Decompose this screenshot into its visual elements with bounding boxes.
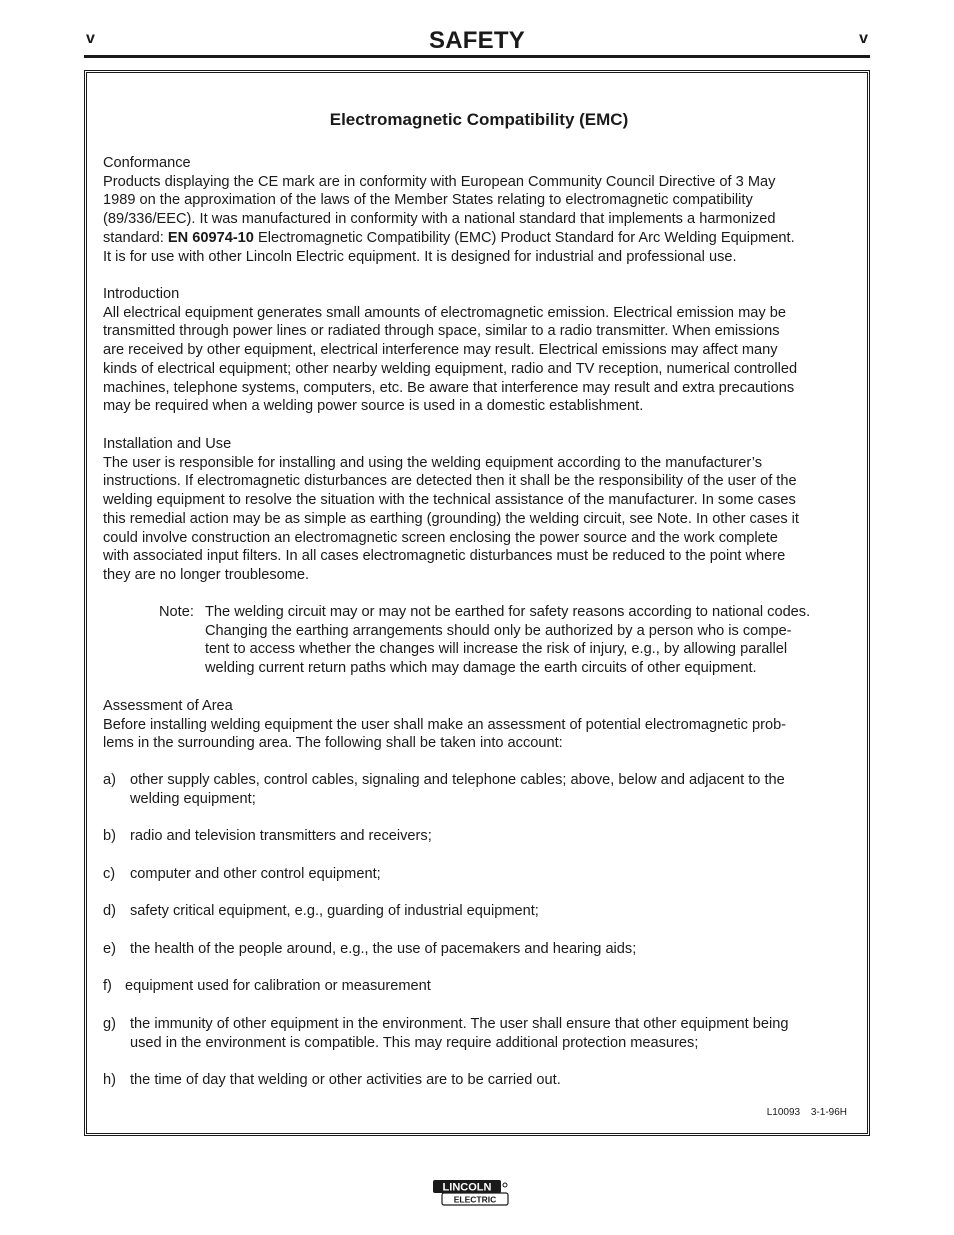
list-marker: b) xyxy=(103,828,116,844)
list-marker: a) xyxy=(103,772,116,788)
conformance-line: Products displaying the CE mark are in conformity with European Community Council Directive of 3 May xyxy=(103,173,776,190)
list-text xyxy=(130,865,381,884)
assessment-heading: Assessment of Area xyxy=(103,698,233,714)
installation-line: they are no longer troublesome. xyxy=(103,566,310,583)
list-line: other supply cables, control cables, signaling and telephone cables; above, below and adjacent to the xyxy=(130,772,785,788)
introduction-paragraph xyxy=(103,285,855,416)
page-number-left: v xyxy=(86,30,95,47)
standard-code: EN 60974-10 xyxy=(167,229,254,246)
introduction-line: are received by other equipment, electrical interference may result. Electrical emissions may affect many xyxy=(103,342,778,359)
standard-label: standard: xyxy=(103,229,168,246)
assessment-line: Before installing welding equipment the user shall make an assessment of potential electromagnetic prob- xyxy=(103,716,787,733)
list-line: safety critical equipment, e.g., guarding of industrial equipment; xyxy=(130,903,539,919)
list-text xyxy=(130,1015,788,1052)
document-code: L10093 3-1-96H xyxy=(766,1107,847,1118)
list-line: the immunity of other equipment in the environment. The user shall ensure that other equipment being xyxy=(130,1016,789,1032)
introduction-line: may be required when a welding power source is used in a domestic establishment. xyxy=(103,398,644,415)
list-marker: e) xyxy=(103,941,116,957)
installation-line: instructions. If electromagnetic disturbances are detected then it shall be the responsibility of the user of the xyxy=(103,473,797,490)
list-text xyxy=(130,940,636,959)
list-marker: c) xyxy=(103,866,116,882)
installation-line: with associated input filters. In all cases electromagnetic disturbances must be reduced to the point where xyxy=(103,548,786,565)
list-line: used in the environment is compatible. This may require additional protection measures; xyxy=(130,1034,699,1051)
logo-text-top: LINCOLN xyxy=(442,1181,492,1194)
introduction-heading: Introduction xyxy=(103,286,180,302)
header-rule xyxy=(84,55,870,58)
note-line: tent to access whether the changes will increase the risk of injury, e.g., by allowing parallel xyxy=(205,641,788,658)
list-text xyxy=(130,827,432,846)
installation-paragraph xyxy=(103,435,855,585)
note-line: Changing the earthing arrangements should only be authorized by a person who is compe- xyxy=(205,622,792,639)
installation-line: The user is responsible for installing and using the welding equipment according to the manufacturer’s xyxy=(103,454,762,471)
installation-line: welding equipment to resolve the situation with the technical assistance of the manufacturer. In some cases xyxy=(103,492,796,509)
list-marker: g) xyxy=(103,1016,116,1032)
introduction-line: transmitted through power lines or radiated through space, similar to a radio transmitter. When emissions xyxy=(103,323,780,340)
list-line: the health of the people around, e.g., the use of pacemakers and hearing aids; xyxy=(130,941,637,957)
note-label: Note: xyxy=(159,604,194,620)
list-line: computer and other control equipment; xyxy=(130,866,381,882)
note-line: welding current return paths which may damage the earth circuits of other equipment. xyxy=(205,660,757,677)
conformance-heading: Conformance xyxy=(103,155,191,171)
installation-heading: Installation and Use xyxy=(103,436,232,452)
lincoln-electric-logo xyxy=(432,1179,510,1207)
assessment-paragraph xyxy=(103,697,855,753)
conformance-line xyxy=(103,229,855,248)
installation-line: could involve construction an electromagnetic screen enclosing the power source and the work complete xyxy=(103,529,778,546)
list-line: equipment used for calibration or measurement xyxy=(125,978,431,994)
list-line: radio and television transmitters and receivers; xyxy=(130,828,432,844)
list-marker: h) xyxy=(103,1072,116,1088)
introduction-line: kinds of electrical equipment; other nearby welding equipment, radio and TV reception, numerical controlled xyxy=(103,360,798,377)
conformance-line: It is for use with other Lincoln Electric equipment. It is designed for industrial and professional use. xyxy=(103,248,737,265)
section-title: Electromagnetic Compatibility (EMC) xyxy=(329,110,629,129)
assessment-line: lems in the surrounding area. The following shall be taken into account: xyxy=(103,735,563,752)
introduction-line: machines, telephone systems, computers, etc. Be aware that interference may result and extra precautions xyxy=(103,379,795,396)
installation-line: this remedial action may be as simple as earthing (grounding) the welding circuit, see Note. In other cases it xyxy=(103,510,799,527)
list-text xyxy=(130,902,539,921)
page-title: SAFETY xyxy=(429,27,525,54)
note-body xyxy=(205,603,810,678)
list-line: the time of day that welding or other activities are to be carried out. xyxy=(130,1072,561,1088)
list-marker: d) xyxy=(103,903,116,919)
page-number-right: v xyxy=(859,30,868,47)
list-text xyxy=(130,1071,561,1090)
list-text xyxy=(130,771,785,808)
list-line: welding equipment; xyxy=(130,790,256,807)
note-line: The welding circuit may or may not be earthed for safety reasons according to national codes. xyxy=(205,604,811,620)
conformance-line: (89/336/EEC). It was manufactured in conformity with a national standard that implements a harmonized xyxy=(103,211,776,228)
conformance-paragraph xyxy=(103,154,855,266)
standard-desc: Electromagnetic Compatibility (EMC) Product Standard for Arc Welding Equipment. xyxy=(253,229,795,246)
list-marker: f) xyxy=(103,978,112,994)
emc-box xyxy=(84,70,870,1136)
list-text xyxy=(125,977,431,996)
logo-text-bottom: ELECTRIC xyxy=(453,1194,497,1205)
conformance-line: 1989 on the approximation of the laws of the Member States relating to electromagnetic compatibility xyxy=(103,192,753,209)
introduction-line: All electrical equipment generates small amounts of electromagnetic emission. Electrical emission may be xyxy=(103,304,786,321)
